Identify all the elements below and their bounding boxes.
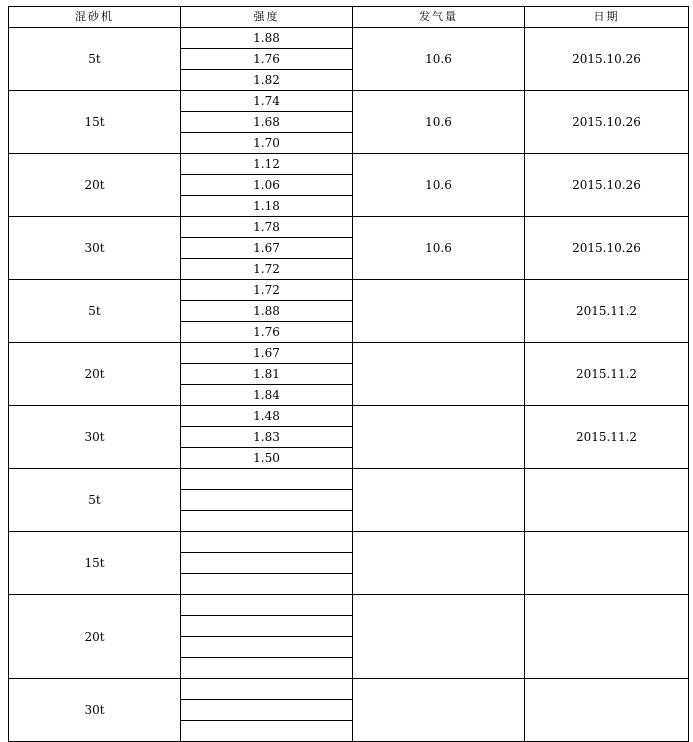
strength-cell: 1.88 [181,301,353,322]
strength-cell: 1.88 [181,28,353,49]
strength-cell: 1.72 [181,259,353,280]
date-cell: 2015.10.26 [525,28,689,91]
gas-volume-cell [353,343,525,406]
strength-cell: 1.74 [181,91,353,112]
strength-cell [181,574,353,595]
gas-volume-cell [353,532,525,595]
date-cell: 2015.11.2 [525,343,689,406]
mixer-cell: 20t [9,154,181,217]
table-row [9,28,689,49]
table-row [9,91,689,112]
table-row [9,343,689,364]
gas-volume-cell [353,280,525,343]
strength-cell: 1.76 [181,322,353,343]
mixer-cell: 15t [9,91,181,154]
table-row [9,217,689,238]
table-row [9,280,689,301]
strength-cell [181,469,353,490]
strength-cell [181,490,353,511]
strength-cell [181,553,353,574]
mixer-cell: 30t [9,679,181,742]
strength-cell [181,532,353,553]
strength-cell: 1.68 [181,112,353,133]
table-row [9,595,689,616]
mixer-cell: 20t [9,595,181,679]
gas-volume-cell [353,406,525,469]
strength-cell: 1.81 [181,364,353,385]
mixer-cell: 5t [9,280,181,343]
date-cell [525,595,689,679]
date-cell: 2015.10.26 [525,91,689,154]
strength-cell [181,637,353,658]
strength-cell: 1.83 [181,427,353,448]
strength-cell: 1.18 [181,196,353,217]
strength-cell [181,658,353,679]
date-cell: 2015.11.2 [525,280,689,343]
table-row [9,406,689,427]
gas-volume-cell [353,469,525,532]
mixer-cell: 30t [9,406,181,469]
strength-cell: 1.48 [181,406,353,427]
strength-cell [181,595,353,616]
sand-mixer-data-table [8,6,689,742]
mixer-cell: 15t [9,532,181,595]
strength-cell: 1.67 [181,343,353,364]
strength-cell [181,700,353,721]
mixer-cell: 20t [9,343,181,406]
gas-volume-cell: 10.6 [353,28,525,91]
header-strength: 强度 [181,7,353,28]
strength-cell: 1.72 [181,280,353,301]
strength-cell [181,616,353,637]
strength-cell: 1.06 [181,175,353,196]
strength-cell: 1.78 [181,217,353,238]
header-gas-volume: 发气量 [353,7,525,28]
gas-volume-cell: 10.6 [353,91,525,154]
strength-cell: 1.76 [181,49,353,70]
strength-cell [181,679,353,700]
table-row [9,154,689,175]
date-cell: 2015.10.26 [525,154,689,217]
table-body [9,28,689,742]
strength-cell [181,511,353,532]
table-row [9,532,689,553]
header-date: 日期 [525,7,689,28]
gas-volume-cell [353,595,525,679]
strength-cell: 1.12 [181,154,353,175]
date-cell [525,532,689,595]
header-mixer: 混砂机 [9,7,181,28]
strength-cell: 1.70 [181,133,353,154]
table-row [9,469,689,490]
strength-cell: 1.67 [181,238,353,259]
date-cell [525,679,689,742]
gas-volume-cell [353,679,525,742]
mixer-cell: 5t [9,28,181,91]
date-cell [525,469,689,532]
date-cell: 2015.11.2 [525,406,689,469]
strength-cell: 1.50 [181,448,353,469]
gas-volume-cell: 10.6 [353,154,525,217]
strength-cell [181,721,353,742]
gas-volume-cell: 10.6 [353,217,525,280]
strength-cell: 1.84 [181,385,353,406]
table-row [9,679,689,700]
date-cell: 2015.10.26 [525,217,689,280]
strength-cell: 1.82 [181,70,353,91]
mixer-cell: 5t [9,469,181,532]
mixer-cell: 30t [9,217,181,280]
header-row [9,7,689,28]
